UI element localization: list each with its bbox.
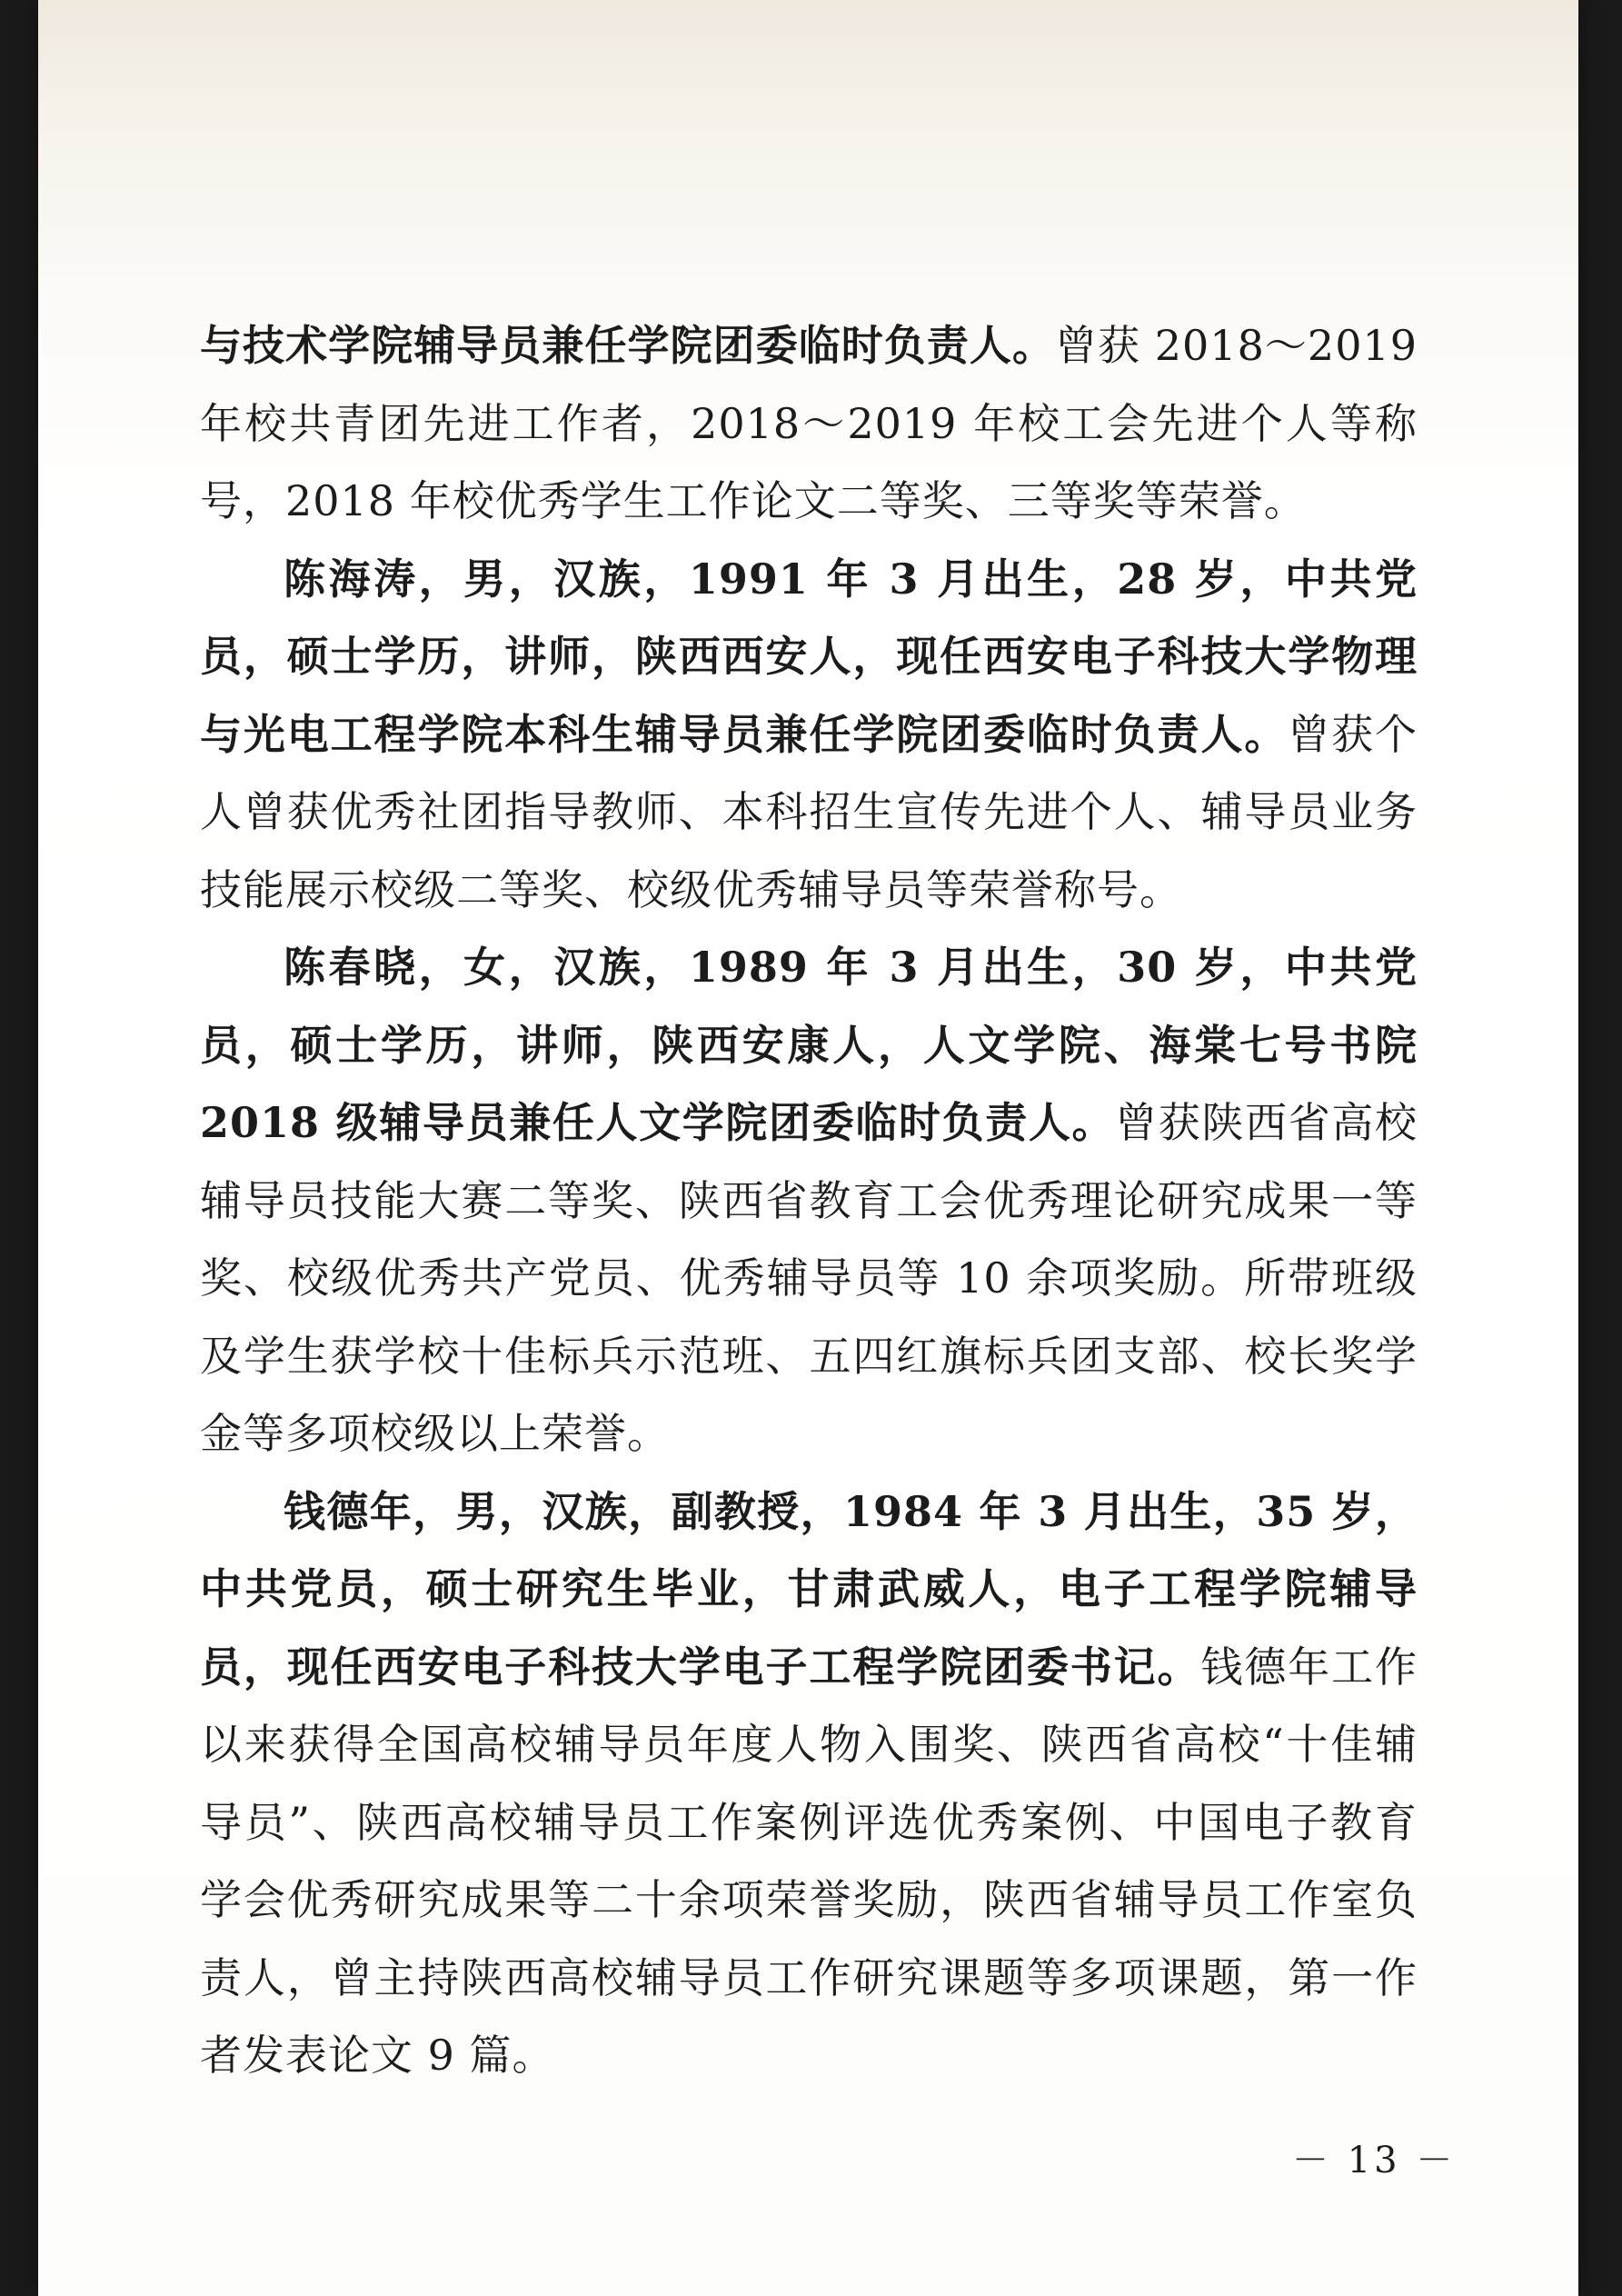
paragraph-chen-chunxiao — [200, 929, 1418, 1473]
paragraph-qian-denian — [200, 1473, 1418, 2095]
document-page — [38, 0, 1578, 2296]
paragraph-text: 钱德年工作以来获得全国高校辅导员年度人物入围奖、陕西省高校“十佳辅导员”、陕西高校辅导员工作案例评选优秀案例、中国电子教育学会优秀研究成果等二十余项荣誉奖励，陕西省辅导员工作室负责人，曾主持陕西高校辅导员工作研究课题等多项课题，第一作者发表论文 9 篇。 — [200, 1642, 1418, 2080]
paragraph-lead: 陈海涛，男，汉族，1991 年 3 月出生，28 岁，中共党员，硕士学历，讲师，陕西西安人，现任西安电子科技大学物理与光电工程学院本科生辅导员兼任学院团委临时负责人。 — [200, 554, 1418, 759]
paragraph-lead: 陈春晓，女，汉族，1989 年 3 月出生，30 岁，中共党员，硕士学历，讲师，陕西安康人，人文学院、海棠七号书院 2018 级辅导员兼任人文学院团委临时负责人。 — [200, 943, 1418, 1147]
paragraph-text: 曾获 2018～2019 年校共青团先进工作者，2018～2019 年校工会先进个人等称号，2018 年校优秀学生工作论文二等奖、三等奖等荣誉。 — [200, 321, 1418, 525]
page-number: － 13 － — [1292, 2140, 1457, 2181]
paragraph-lead: 与技术学院辅导员兼任学院团委临时负责人。 — [200, 321, 1055, 370]
paragraph-lead: 钱德年，男，汉族，副教授，1984 年 3 月出生，35 岁，中共党员，硕士研究生毕业，甘肃武威人，电子工程学院辅导员，现任西安电子科技大学电子工程学院团委书记。 — [200, 1486, 1418, 1692]
document-body — [200, 307, 1418, 2095]
paragraph-text: 曾获陕西省高校辅导员技能大赛二等奖、陕西省教育工会优秀理论研究成果一等奖、校级优秀共产党员、优秀辅导员等 10 余项奖励。所带班级及学生获学校十佳标兵示范班、五四红旗标兵团支部、校长奖学金等多项校级以上荣誉。 — [200, 1098, 1418, 1458]
paragraph-text: 曾获个人曾获优秀社团指导教师、本科招生宣传先进个人、辅导员业务技能展示校级二等奖、校级优秀辅导员等荣誉称号。 — [200, 709, 1418, 914]
paragraph-chen-haitao — [200, 541, 1418, 930]
paragraph-continuation — [200, 307, 1418, 541]
